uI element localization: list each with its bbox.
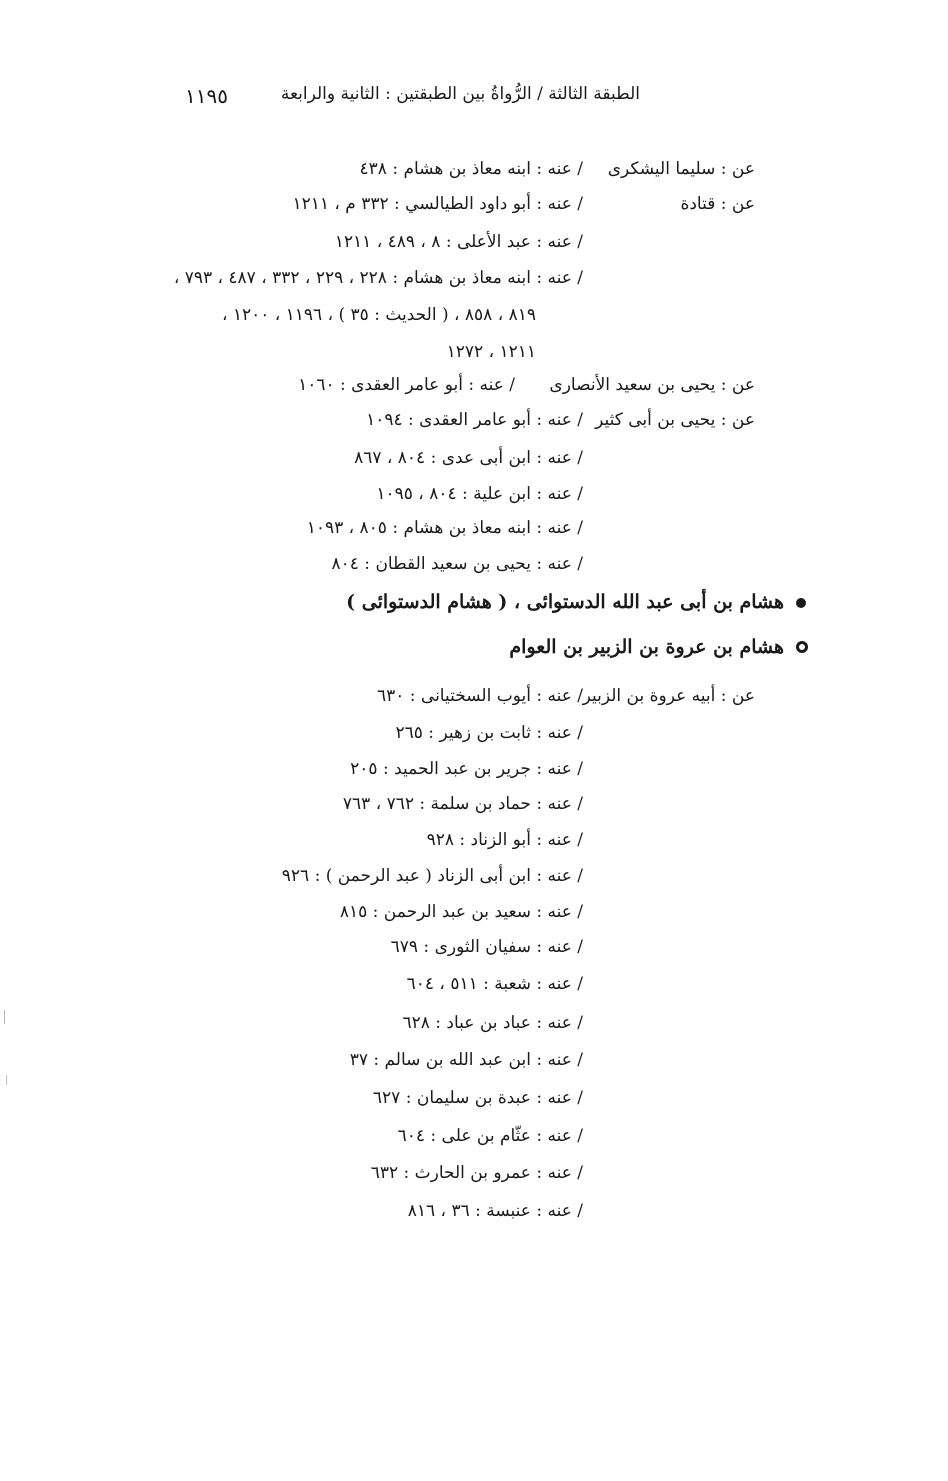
entry-text: / عنه : عمرو بن الحارث : ٦٣٢ [370,1163,583,1183]
entry-text: / عنه : أبو عامر العقدى : ١٠٦٠ [298,375,515,395]
entry-text: / عنه : ابنه معاذ بن هشام : ٢٢٨ ، ٢٢٩ ، ٣٣٢ ، ٤٨٧ ، ٧٩٣ ، [173,268,583,288]
entry-text: / عنه : يحيى بن سعيد القطان : ٨٠٤ [331,554,583,574]
entry-text: / عنه : شعبة : ٥١١ ، ٦٠٤ [406,974,583,994]
entry-text: / عنه : عثّام بن على : ٦٠٤ [397,1126,583,1146]
entry-text: ٨١٩ ، ٨٥٨ ، ( الحديث : ٣٥ ) ، ١١٩٦ ، ١٢٠٠ ، [221,305,536,325]
anchor-text: عن : سليما اليشكرى [607,159,755,179]
scan-mark [4,1010,5,1024]
entry-text: / عنه : ثابت بن زهير : ٢٦٥ [395,723,583,743]
entry-text: / عنه : أيوب السختيانى : ٦٣٠ [376,686,583,706]
entry-text: / عنه : عنبسة : ٣٦ ، ٨١٦ [407,1201,583,1221]
anchor-text: عن : أبيه عروة بن الزبير [582,686,755,706]
entry-text: / عنه : ابنه معاذ بن هشام : ٨٠٥ ، ١٠٩٣ [306,518,583,538]
entry-text: / عنه : سفيان الثورى : ٦٧٩ [390,937,583,957]
entry-text: / عنه : عبد الأعلى : ٨ ، ٤٨٩ ، ١٢١١ [334,232,583,252]
bullet-icon [796,641,808,653]
anchor-text: عن : قتادة [680,194,755,214]
narrator-heading: هشام بن أبى عبد الله الدستوائى ، ( هشام الدستوائى ) [346,591,784,613]
entry-text: / عنه : عباد بن عباد : ٦٢٨ [402,1013,583,1033]
entry-text: / عنه : حماد بن سلمة : ٧٦٢ ، ٧٦٣ [342,794,583,814]
narrator-heading: هشام بن عروة بن الزبير بن العوام [509,636,784,658]
entry-text: / عنه : ابن أبى الزناد ( عبد الرحمن ) : ٩٢٦ [281,866,583,886]
bullet-icon [796,598,806,608]
entry-text: / عنه : ابن أبى عدى : ٨٠٤ ، ٨٦٧ [354,448,583,468]
entry-text: / عنه : جرير بن عبد الحميد : ٢٠٥ [350,759,583,779]
entry-text: / عنه : أبو عامر العقدى : ١٠٩٤ [366,410,583,430]
anchor-text: عن : يحيى بن أبى كثير [595,410,755,430]
entry-text: ١٢١١ ، ١٢٧٢ [446,342,536,362]
anchor-text: عن : يحيى بن سعيد الأنصارى [549,375,755,395]
entry-text: / عنه : ابن عبد الله بن سالم : ٣٧ [349,1050,583,1070]
entry-text: / عنه : ابن علية : ٨٠٤ ، ١٠٩٥ [376,484,583,504]
scan-mark [6,1075,7,1085]
entry-text: / عنه : سعيد بن عبد الرحمن : ٨١٥ [339,902,583,922]
entry-text: / عنه : عبدة بن سليمان : ٦٢٧ [372,1088,583,1108]
page-number: ١١٩٥ [185,84,228,108]
entry-text: / عنه : أبو الزناد : ٩٢٨ [426,830,583,850]
running-title: الطبقة الثالثة / الرُّواةُ بين الطبقتين : الثانية والرابعة [280,84,640,104]
entry-text: / عنه : ابنه معاذ بن هشام : ٤٣٨ [359,159,583,179]
entry-text: / عنه : أبو داود الطيالسي : ٣٣٢ م ، ١٢١١ [292,194,583,214]
